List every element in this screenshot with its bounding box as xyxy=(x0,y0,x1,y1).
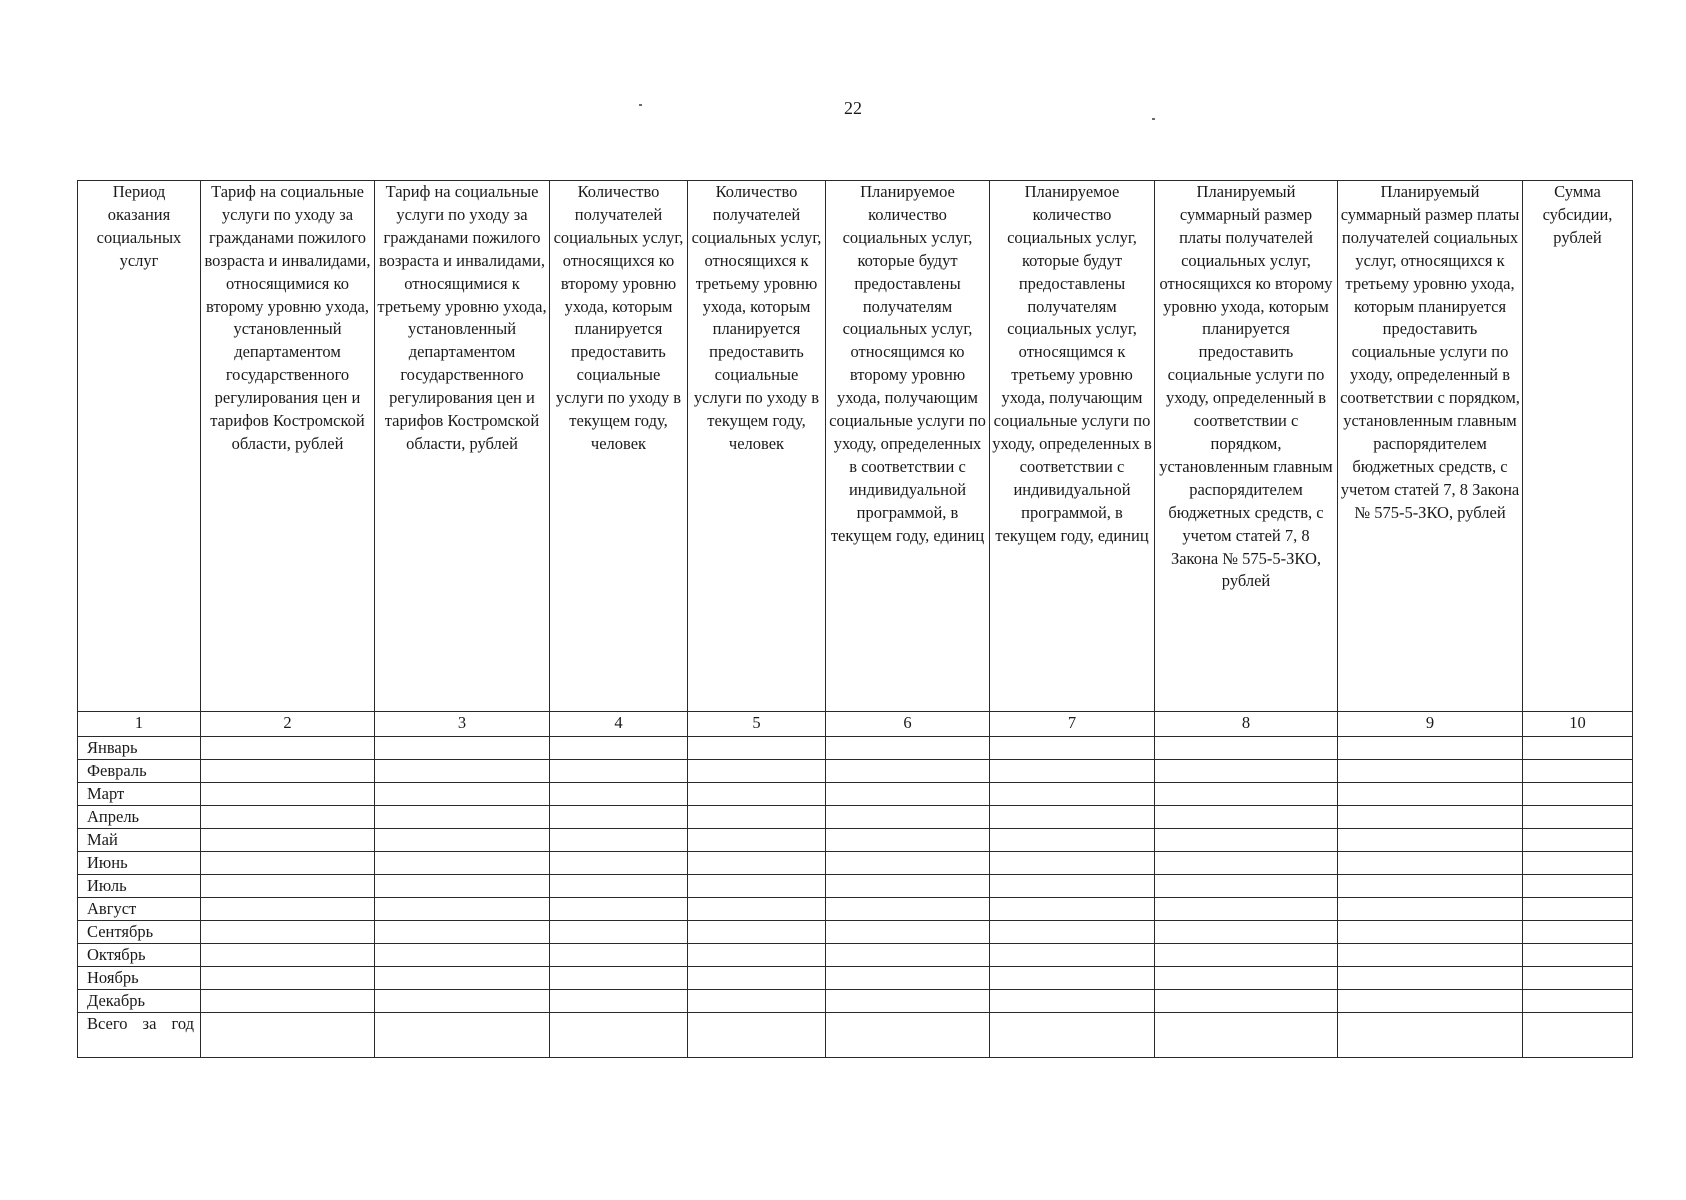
empty-cell xyxy=(375,990,550,1013)
month-label: Январь xyxy=(78,737,201,760)
empty-cell xyxy=(1523,783,1633,806)
empty-cell xyxy=(550,921,688,944)
empty-cell xyxy=(1523,967,1633,990)
table-row xyxy=(78,921,1633,944)
empty-cell xyxy=(1155,990,1338,1013)
month-label: Март xyxy=(78,783,201,806)
empty-cell xyxy=(990,829,1155,852)
header-payment-level-2: Планируемый суммарный размер платы получателей социальных услуг, относящихся ко второму уровню ухода, которым планируется предоставить социальные услуги по уходу, определенный в соответствии с порядком, установленным главным распорядителем бюджетных средств, с учетом статей 7, 8 Закона № 575-5-ЗКО, рублей xyxy=(1155,181,1338,712)
empty-cell xyxy=(1155,921,1338,944)
scan-speck xyxy=(1152,118,1155,120)
empty-cell xyxy=(688,1013,826,1058)
empty-cell xyxy=(201,921,375,944)
empty-cell xyxy=(1523,737,1633,760)
empty-cell xyxy=(990,737,1155,760)
header-payment-level-3: Планируемый суммарный размер платы получателей социальных услуг, относящихся к третьему уровню ухода, которым планируется предоставить социальные услуги по уходу, определенный в соответствии с порядком, установленным главным распорядителем бюджетных средств, с учетом статей 7, 8 Закона № 575-5-ЗКО, рублей xyxy=(1338,181,1523,712)
empty-cell xyxy=(990,1013,1155,1058)
empty-cell xyxy=(550,944,688,967)
empty-cell xyxy=(1155,760,1338,783)
empty-cell xyxy=(201,783,375,806)
column-number: 5 xyxy=(688,712,826,737)
empty-cell xyxy=(375,806,550,829)
empty-cell xyxy=(201,829,375,852)
empty-cell xyxy=(1155,875,1338,898)
column-number: 4 xyxy=(550,712,688,737)
empty-cell xyxy=(688,852,826,875)
header-recipients-level-2: Количество получателей социальных услуг, относящихся ко второму уровню ухода, которым планируется предоставить социальные услуги по уходу в текущем году, человек xyxy=(550,181,688,712)
empty-cell xyxy=(1155,852,1338,875)
empty-cell xyxy=(1155,737,1338,760)
empty-cell xyxy=(826,760,990,783)
empty-cell xyxy=(990,783,1155,806)
empty-cell xyxy=(201,760,375,783)
table-row xyxy=(78,875,1633,898)
empty-cell xyxy=(826,875,990,898)
empty-cell xyxy=(1338,829,1523,852)
empty-cell xyxy=(201,990,375,1013)
empty-cell xyxy=(375,898,550,921)
empty-cell xyxy=(826,829,990,852)
empty-cell xyxy=(201,967,375,990)
empty-cell xyxy=(826,852,990,875)
empty-cell xyxy=(550,1013,688,1058)
empty-cell xyxy=(826,944,990,967)
empty-cell xyxy=(1338,1013,1523,1058)
month-label: Август xyxy=(78,898,201,921)
empty-cell xyxy=(201,806,375,829)
empty-cell xyxy=(1523,990,1633,1013)
table-row xyxy=(78,783,1633,806)
empty-cell xyxy=(826,990,990,1013)
empty-cell xyxy=(201,1013,375,1058)
table-row xyxy=(78,760,1633,783)
empty-cell xyxy=(1338,760,1523,783)
month-label: Июнь xyxy=(78,852,201,875)
column-number: 1 xyxy=(78,712,201,737)
header-period: Период оказания социальных услуг xyxy=(78,181,201,712)
empty-cell xyxy=(550,760,688,783)
empty-cell xyxy=(550,783,688,806)
empty-cell xyxy=(375,1013,550,1058)
column-number: 3 xyxy=(375,712,550,737)
empty-cell xyxy=(990,921,1155,944)
month-label: Сентябрь xyxy=(78,921,201,944)
month-label: Ноябрь xyxy=(78,967,201,990)
table-row xyxy=(78,806,1633,829)
empty-cell xyxy=(1155,898,1338,921)
empty-cell xyxy=(990,852,1155,875)
empty-cell xyxy=(688,990,826,1013)
empty-cell xyxy=(1523,898,1633,921)
empty-cell xyxy=(1338,967,1523,990)
empty-cell xyxy=(201,875,375,898)
empty-cell xyxy=(375,737,550,760)
month-label: Декабрь xyxy=(78,990,201,1013)
empty-cell xyxy=(688,898,826,921)
empty-cell xyxy=(990,898,1155,921)
table-row xyxy=(78,967,1633,990)
column-number: 8 xyxy=(1155,712,1338,737)
empty-cell xyxy=(688,944,826,967)
header-services-level-3: Планируемое количество социальных услуг, которые будут предоставлены получателям социальных услуг, относящимся к третьему уровню ухода, получающим социальные услуги по уходу, определенных в соответствии с индивидуальной программой, в текущем году, единиц xyxy=(990,181,1155,712)
empty-cell xyxy=(375,967,550,990)
empty-cell xyxy=(201,737,375,760)
month-label: Июль xyxy=(78,875,201,898)
empty-cell xyxy=(550,737,688,760)
empty-cell xyxy=(1155,829,1338,852)
column-number-row xyxy=(78,712,1633,737)
empty-cell xyxy=(375,783,550,806)
empty-cell xyxy=(375,760,550,783)
empty-cell xyxy=(1523,1013,1633,1058)
empty-cell xyxy=(201,944,375,967)
table-row xyxy=(78,852,1633,875)
empty-cell xyxy=(1523,760,1633,783)
empty-cell xyxy=(1338,852,1523,875)
total-row xyxy=(78,1013,1633,1058)
empty-cell xyxy=(1338,944,1523,967)
table-row xyxy=(78,737,1633,760)
empty-cell xyxy=(1338,921,1523,944)
empty-cell xyxy=(1338,737,1523,760)
empty-cell xyxy=(1338,806,1523,829)
empty-cell xyxy=(375,829,550,852)
empty-cell xyxy=(550,898,688,921)
table-row xyxy=(78,898,1633,921)
empty-cell xyxy=(375,944,550,967)
empty-cell xyxy=(826,806,990,829)
empty-cell xyxy=(688,967,826,990)
header-tariff-level-3: Тариф на социальные услуги по уходу за гражданами пожилого возраста и инвалидами, относящимися к третьему уровню ухода, установленный департаментом государственного регулирования цен и тарифов Костромской области, рублей xyxy=(375,181,550,712)
empty-cell xyxy=(550,829,688,852)
empty-cell xyxy=(201,852,375,875)
table-row xyxy=(78,990,1633,1013)
empty-cell xyxy=(1523,921,1633,944)
header-subsidy-sum: Сумма субсидии, рублей xyxy=(1523,181,1633,712)
empty-cell xyxy=(550,967,688,990)
empty-cell xyxy=(1155,967,1338,990)
table-row xyxy=(78,829,1633,852)
empty-cell xyxy=(375,852,550,875)
empty-cell xyxy=(1523,829,1633,852)
empty-cell xyxy=(826,898,990,921)
empty-cell xyxy=(688,921,826,944)
header-services-level-2: Планируемое количество социальных услуг, которые будут предоставлены получателям социальных услуг, относящимся ко второму уровню ухода, получающим социальные услуги по уходу, определенных в соответствии с индивидуальной программой, в текущем году, единиц xyxy=(826,181,990,712)
empty-cell xyxy=(990,967,1155,990)
empty-cell xyxy=(550,990,688,1013)
header-tariff-level-2: Тариф на социальные услуги по уходу за гражданами пожилого возраста и инвалидами, относящимися ко второму уровню ухода, установленный департаментом государственного регулирования цен и тарифов Костромской области, рублей xyxy=(201,181,375,712)
column-number: 7 xyxy=(990,712,1155,737)
empty-cell xyxy=(826,921,990,944)
empty-cell xyxy=(1523,806,1633,829)
month-label: Октябрь xyxy=(78,944,201,967)
total-label: Всего за год xyxy=(78,1013,201,1058)
empty-cell xyxy=(375,921,550,944)
empty-cell xyxy=(1338,898,1523,921)
empty-cell xyxy=(688,760,826,783)
empty-cell xyxy=(201,898,375,921)
scan-speck xyxy=(639,104,642,106)
empty-cell xyxy=(1155,944,1338,967)
empty-cell xyxy=(1523,944,1633,967)
empty-cell xyxy=(688,783,826,806)
header-recipients-level-3: Количество получателей социальных услуг, относящихся к третьему уровню ухода, которым планируется предоставить социальные услуги по уходу в текущем году, человек xyxy=(688,181,826,712)
month-label: Апрель xyxy=(78,806,201,829)
month-label: Май xyxy=(78,829,201,852)
empty-cell xyxy=(688,806,826,829)
empty-cell xyxy=(1338,990,1523,1013)
empty-cell xyxy=(550,806,688,829)
empty-cell xyxy=(990,806,1155,829)
column-number: 2 xyxy=(201,712,375,737)
empty-cell xyxy=(550,875,688,898)
empty-cell xyxy=(1523,875,1633,898)
empty-cell xyxy=(990,875,1155,898)
empty-cell xyxy=(826,967,990,990)
table-row xyxy=(78,944,1633,967)
month-label: Февраль xyxy=(78,760,201,783)
empty-cell xyxy=(1155,1013,1338,1058)
empty-cell xyxy=(688,829,826,852)
page-number: 22 xyxy=(844,98,862,118)
empty-cell xyxy=(990,990,1155,1013)
empty-cell xyxy=(1338,875,1523,898)
column-number: 6 xyxy=(826,712,990,737)
empty-cell xyxy=(1155,806,1338,829)
empty-cell xyxy=(688,737,826,760)
empty-cell xyxy=(1338,783,1523,806)
column-number: 9 xyxy=(1338,712,1523,737)
empty-cell xyxy=(1155,783,1338,806)
column-number: 10 xyxy=(1523,712,1633,737)
header-row xyxy=(78,181,1633,712)
empty-cell xyxy=(990,760,1155,783)
empty-cell xyxy=(990,944,1155,967)
empty-cell xyxy=(550,852,688,875)
empty-cell xyxy=(1523,852,1633,875)
empty-cell xyxy=(826,737,990,760)
subsidy-calculation-table xyxy=(77,180,1633,1058)
empty-cell xyxy=(688,875,826,898)
empty-cell xyxy=(826,783,990,806)
empty-cell xyxy=(826,1013,990,1058)
empty-cell xyxy=(375,875,550,898)
